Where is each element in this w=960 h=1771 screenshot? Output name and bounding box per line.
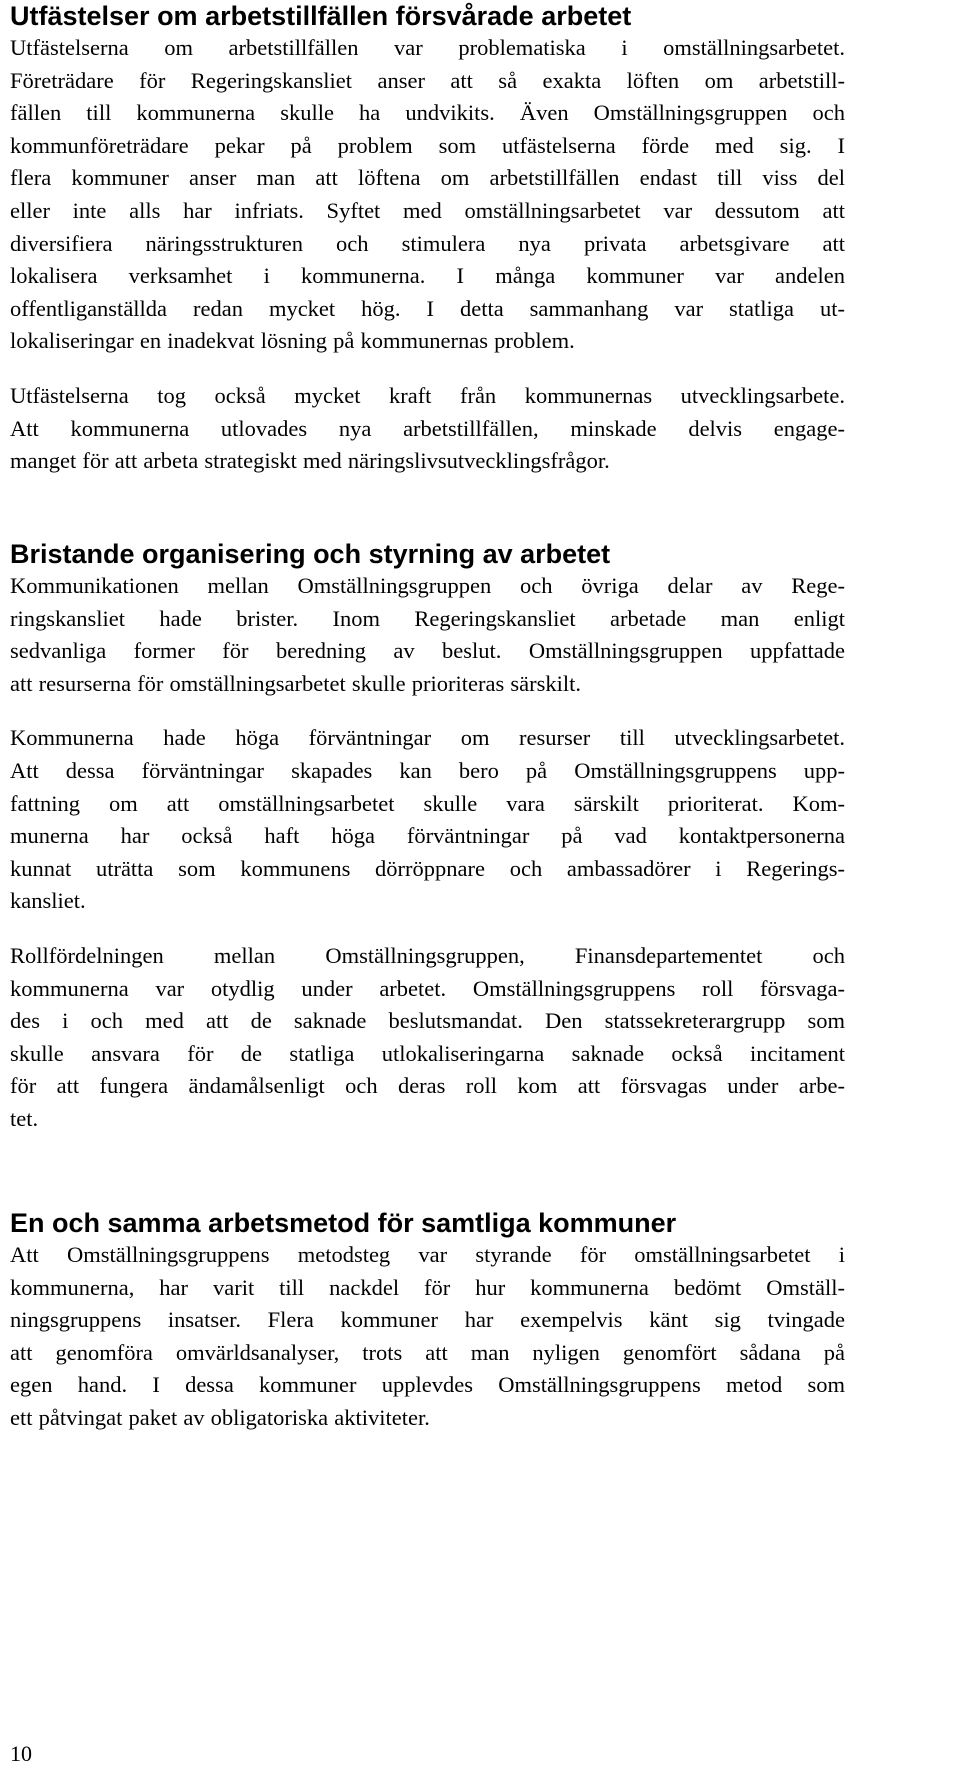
text-line: ett påtvingat paket av obligatoriska aktiviteter. [10,1404,430,1430]
section-heading: En och samma arbetsmetod för samtliga kommuner [10,1208,677,1238]
text-line: kommunerna var otydlig under arbetet. Omställningsgruppens roll försvaga- [10,975,845,1001]
text-line: för att fungera ändamålsenligt och deras roll kom att försvagas under arbe- [10,1073,845,1099]
text-line: sedvanliga former för beredning av beslut. Omställningsgruppen uppfattade [10,638,845,664]
text-line: Företrädare för Regeringskansliet anser att så exakta löften om arbetstill- [10,67,845,93]
paragraph [10,722,845,918]
text-line: Kommunerna hade höga förväntningar om resurser till utvecklingsarbetet. [10,725,845,751]
text-line: fällen till kommunerna skulle ha undvikits. Även Omställningsgruppen och [10,100,845,126]
text-line: kommunerna, har varit till nackdel för hur kommunerna bedömt Omställ- [10,1274,845,1300]
text-line: kunnat uträtta som kommunens dörröppnare och ambassadörer i Regerings- [10,855,845,881]
text-line: eller inte alls har infriats. Syftet med omställningsarbetet var dessutom att [10,197,845,223]
text-line: tet. [10,1105,39,1131]
text-line: munerna har också haft höga förväntningar på vad kontaktpersonerna [10,823,845,849]
section-organisation [10,538,845,1136]
text-line: kansliet. [10,888,86,914]
page-number: 10 [10,1741,32,1766]
paragraph [10,32,845,358]
paragraph [10,940,845,1136]
text-line: Att Omställningsgruppens metodsteg var styrande för omställningsarbetet i [10,1242,845,1267]
paragraph [10,1239,845,1435]
text-line: Att dessa förväntningar skapades kan bero på Omställningsgruppens upp- [10,757,845,783]
text-line: att resurserna för omställningsarbetet skulle prioriteras särskilt. [10,670,581,696]
text-line: offentliganställda redan mycket hög. I detta sammanhang var statliga ut- [10,295,845,321]
text-line: des i och med att de saknade beslutsmandat. Den statssekreterargrupp som [10,1008,845,1034]
text-line: Utfästelserna tog också mycket kraft från kommunernas utvecklingsarbete. [10,382,845,408]
text-line: Kommunikationen mellan Omställningsgruppen och övriga delar av Rege- [10,573,845,598]
text-line: lokalisera verksamhet i kommunerna. I många kommuner var andelen [10,263,845,289]
text-line: diversifiera näringsstrukturen och stimulera nya privata arbetsgivare att [10,230,845,256]
text-line: fattning om att omställningsarbetet skulle vara särskilt prioriterat. Kom- [10,790,845,816]
text-line: flera kommuner anser man att löftena om arbetstillfällen endast till viss del [10,165,845,191]
text-line: kommunföreträdare pekar på problem som utfästelserna förde med sig. I [10,132,845,158]
text-line: lokaliseringar en inadekvat lösning på kommunernas problem. [10,328,575,354]
section-method [10,1207,845,1435]
paragraph [10,570,845,700]
text-line: manget för att arbeta strategiskt med näringslivsutvecklingsfrågor. [10,448,610,474]
text-line: Att kommunerna utlovades nya arbetstillfällen, minskade delvis engage- [10,415,845,441]
text-line: skulle ansvara för de statliga utlokaliseringarna saknade också incitament [10,1040,845,1066]
section-commitments [10,0,845,478]
section-heading: Bristande organisering och styrning av arbetet [10,539,611,569]
text-line: Utfästelserna om arbetstillfällen var problematiska i omställningsarbetet. [10,35,845,60]
text-line: ningsgruppens insatser. Flera kommuner har exempelvis känt sig tvingade [10,1307,845,1333]
text-line: egen hand. I dessa kommuner upplevdes Omställningsgruppens metod som [10,1372,845,1398]
text-line: att genomföra omvärldsanalyser, trots att man nyligen genomfört sådana på [10,1339,845,1365]
section-heading: Utfästelser om arbetstillfällen försvårade arbetet [10,1,632,31]
text-line: Rollfördelningen mellan Omställningsgruppen, Finansdepartementet och [10,942,845,968]
text-line: ringskansliet hade brister. Inom Regeringskansliet arbetade man enligt [10,605,845,631]
paragraph [10,380,845,478]
